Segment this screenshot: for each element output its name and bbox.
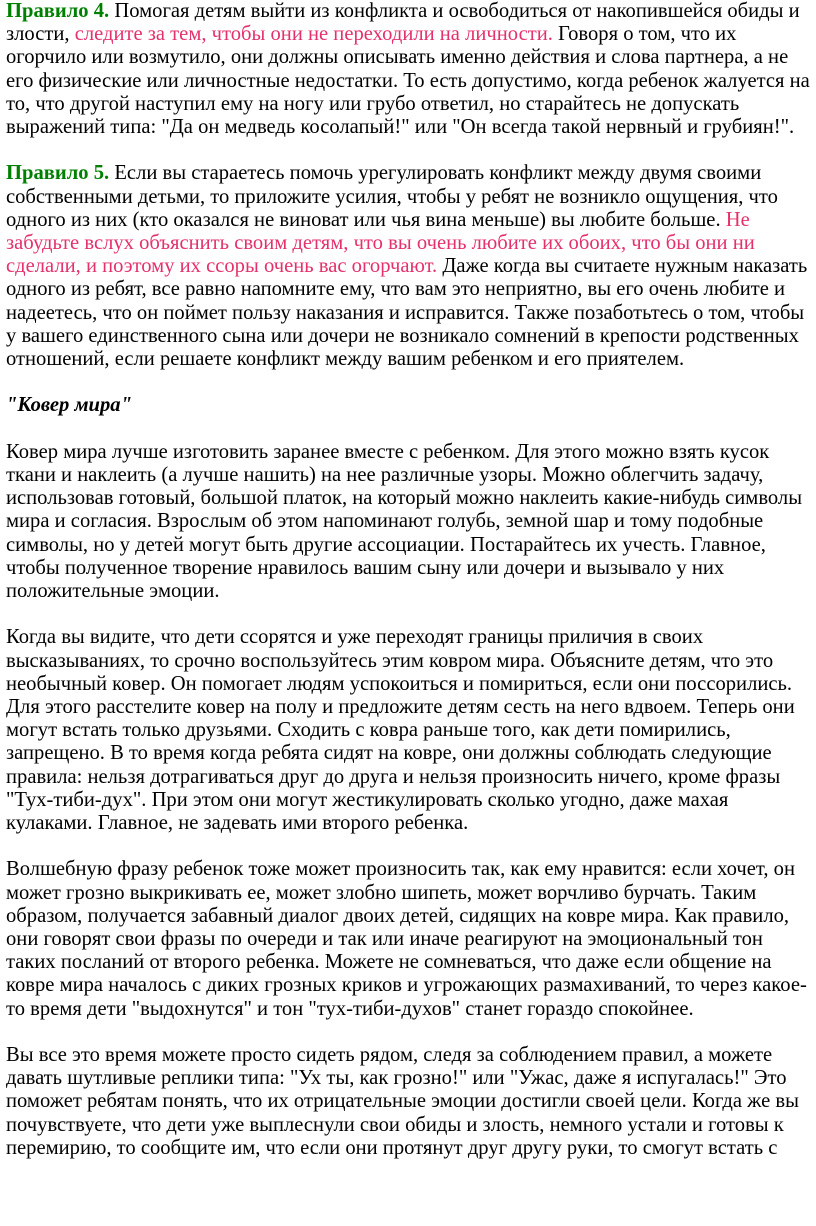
body-paragraph: Волшебную фразу ребенок тоже может произносить так, как ему нравится: если хочет, он может грозно выкрикивать ее, может злобно шипеть, может ворчливо бурчать. Таким образом, получается забавный диалог двоих детей, сидящих на ковре мира. Как правило, они говорят свои фразы по очереди и так или иначе реагируют на эмоциональный тон таких посланий от второго ребенка. Можете не сомневаться, что даже если общение на ковре мира началось с диких грозных криков и угрожающих размахиваний, то через какое-то время дети "выдохнутся" и тон "тух-тиби-духов" станет гораздо спокойнее. xyxy=(6,858,807,1020)
rule-5-text-after: Даже когда вы считаете нужным наказать одного из ребят, все равно напомните ему, что вам это неприятно, вы его очень любите и надеетесь, что он поймет пользу наказания и исправится. Также позаботьтесь о том, чтобы у вашего единственного сына или дочери не возникало сомнений в крепости родственных отношений, если решаете конфликт между вашим ребенком и его приятелем. xyxy=(6,255,808,371)
rule-5-label: Правило 5. xyxy=(6,162,110,185)
body-paragraph: Вы все это время можете просто сидеть рядом, следя за соблюдением правил, а можете давать шутливые реплики типа: "Ух ты, как грозно!" или "Ужас, даже я испугалась!" Это поможет ребятам понять, что их отрицательные эмоции достигли своей цели. Когда же вы почувствуете, что дети уже выплеснули свои обиды и злость, немного устали и готовы к перемирию, то сообщите им, что если они протянут друг другу руки, то смогут встать с xyxy=(6,1044,799,1159)
rule-5-highlight: Не забудьте вслух объяснить своим детям, что вы очень любите их обоих, что бы они ни сделали, и поэтому их ссоры очень вас огорчают. xyxy=(6,208,755,278)
rule-4-label: Правило 4. xyxy=(6,0,110,22)
rule-5-text-before: Если вы стараетесь помочь урегулировать конфликт между двумя своими собственными детьми, то приложите усилия, чтобы у ребят не возникло ощущения, что одного из них (кто оказался не виноват или чья вина меньше) вы любите больше. xyxy=(6,162,778,231)
rule-5-paragraph xyxy=(6,162,810,371)
document-page xyxy=(6,0,810,1183)
rule-4-highlight: следите за тем, чтобы они не переходили на личности. xyxy=(74,23,553,46)
section-heading: "Ковер мира" xyxy=(6,394,133,417)
body-paragraph: Когда вы видите, что дети ссорятся и уже переходят границы приличия в своих высказываниях, то срочно воспользуйтесь этим ковром мира. Объясните детям, что это необычный ковер. Он помогает людям успокоиться и помириться, если они поссорились. Для этого расстелите ковер на полу и предложите детям сесть на него вдвоем. Теперь они могут встать только друзьями. Сходить с ковра раньше того, как дети помирились, запрещено. В то время когда ребята сидят на ковре, они должны соблюдать следующие правила: нельзя дотрагиваться друг до друга и нельзя произносить ничего, кроме фразы "Тух-тиби-дух". При этом они могут жестикулировать сколько угодно, даже махая кулаками. Главное, не задевать ими второго ребенка. xyxy=(6,626,795,835)
body-paragraph: Ковер мира лучше изготовить заранее вместе с ребенком. Для этого можно взять кусок ткани и наклеить (а лучше нашить) на нее различные узоры. Можно облегчить задачу, использовав готовый, большой платок, на который можно наклеить какие-нибудь символы мира и согласия. Взрослым об этом напоминают голубь, земной шар и тому подобные символы, но у детей могут быть другие ассоциации. Постарайтесь их учесть. Главное, чтобы полученное творение нравилось вашим сыну или дочери и вызывало у них положительные эмоции. xyxy=(6,440,803,603)
rule-4-text-after: Говоря о том, что их огорчило или возмутило, они должны описывать именно действия и слова партнера, а не его физические или личностные недостатки. То есть допустимо, когда ребенок жалуется на то, что другой наступил ему на ногу или грубо ответил, но старайтесь не допускать выражений типа: "Да он медведь косолапый!" или "Он всегда такой нервный и грубиян!". xyxy=(6,23,810,139)
rule-4-text-before: Помогая детям выйти из конфликта и освободиться от накопившейся обиды и злости, xyxy=(6,0,800,46)
rule-4-paragraph xyxy=(6,0,810,139)
